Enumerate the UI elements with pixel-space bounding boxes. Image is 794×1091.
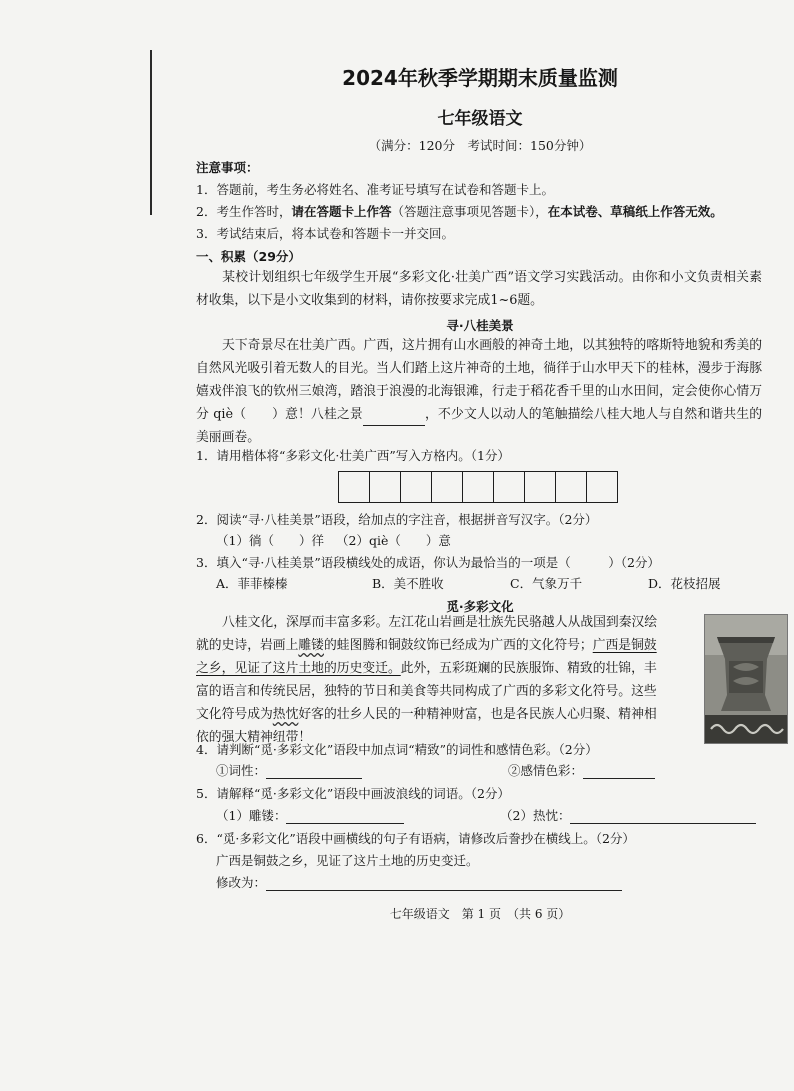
score-info: （满分：120分 考试时间：150分钟） — [368, 138, 592, 153]
page-subtitle: 七年级语文 — [437, 109, 523, 129]
pos-answer-line[interactable] — [266, 778, 362, 779]
question-2-b: （2）qiè（ ）意 — [336, 533, 451, 548]
bronze-drum-photo — [704, 614, 788, 744]
question-5-b: （2）热忱： — [500, 806, 756, 824]
writing-grid[interactable] — [338, 471, 618, 503]
passage2-line-6: 依的强大精神纽带！ — [196, 730, 312, 745]
notice-heading: 注意事项： — [196, 160, 259, 175]
question-4-b: ②感情色彩： — [508, 761, 655, 779]
notice-item-3: 3．考试结束后，将本试卷和答题卡一并交回。 — [196, 226, 454, 241]
question-6-answer: 修改为： — [216, 873, 622, 891]
grid-cell[interactable] — [339, 472, 370, 502]
section-intro: 某校计划组织七年级学生开展“多彩文化·壮美广西”语文学习实践活动。由你和小文负责相关素材收集，以下是小文收集到的材料，请你按要求完成1~6题。 — [196, 270, 762, 308]
passage2-line-4: 富的语言和传统民居，独特的节日和美食等共同构成了广西的多彩文化符号。这些 — [196, 684, 657, 699]
passage2-line-5: 文化符号成为热忱好客的壮乡人民的一种精神财富，也是各民族人心归聚、精神相 — [196, 707, 657, 722]
grid-cell[interactable] — [463, 472, 494, 502]
passage2-line-1: 八桂文化，深厚而丰富多彩。左江花山岩画是壮族先民骆越人从战国到秦汉绘 — [222, 615, 658, 630]
question-4: 4．请判断“觅·多彩文化”语段中加点词“精致”的词性和感情色彩。（2分） — [196, 742, 598, 757]
question-1: 1．请用楷体将“多彩文化·壮美广西”写入方格内。（1分） — [196, 448, 510, 463]
sentiment-answer-line[interactable] — [583, 778, 655, 779]
passage2-title: 觅·多彩文化 — [446, 599, 514, 614]
option-d: D．花枝招展 — [648, 576, 721, 591]
passage2-line-2: 就的史诗，岩画上雕镂的蛙图腾和铜鼓纹饰已经成为广西的文化符号；广西是铜鼓 — [196, 638, 657, 653]
grid-cell[interactable] — [556, 472, 587, 502]
question-3: 3．填入“寻·八桂美景”语段横线处的成语，你认为最恰当的一项是（ ）（2分） — [196, 555, 660, 570]
question-2-a: （1）徜（ ）徉 — [216, 533, 324, 548]
bronze-vessel-image — [705, 615, 787, 743]
idiom-blank[interactable] — [363, 425, 425, 426]
page-footer: 七年级语文 第 1 页 （共 6 页） — [389, 907, 571, 921]
diaolou-answer-line[interactable] — [286, 823, 404, 824]
option-a: A．菲菲榛榛 — [216, 576, 288, 591]
notice-item-2: 2．考生作答时，请在答题卡上作答（答题注意事项见答题卡），在本试卷、草稿纸上作答无效。 — [196, 204, 723, 219]
passage2-line-3: 之乡，见证了这片土地的历史变迁。此外，五彩斑斓的民族服饰、精致的壮锦，丰 — [196, 661, 657, 676]
grid-cell[interactable] — [525, 472, 556, 502]
grid-cell[interactable] — [494, 472, 525, 502]
grid-cell[interactable] — [587, 472, 617, 502]
revision-answer-line[interactable] — [266, 890, 622, 891]
rechen-answer-line[interactable] — [570, 823, 756, 824]
option-c: C．气象万千 — [510, 576, 583, 591]
passage1-body: 天下奇景尽在壮美广西。广西，这片拥有山水画般的神奇土地，以其独特的喀斯特地貌和秀美的自然风光吸引着无数人的目光。当人们踏上这片神奇的土地，徜徉于山水甲天下的桂林，漫步于海豚嬉戏伴浪飞的钦州三娘湾，踏浪于浪漫的北海银滩，行走于稻花香千里的山水田间，定会使你心情万分 qiè（ ）意！八桂之景 ，不少文人以动人的笔触描绘八桂大地人与自然和谐共生的美丽画卷。 — [196, 338, 762, 445]
section-heading: 一、积累（29分） — [196, 249, 301, 264]
page-title: 2024年秋季学期期末质量监测 — [342, 66, 618, 90]
question-6: 6．“觅·多彩文化”语段中画横线的句子有语病，请修改后誊抄在横线上。（2分） — [196, 831, 635, 846]
question-4-a: ①词性： — [216, 761, 362, 779]
question-5: 5．请解释“觅·多彩文化”语段中画波浪线的词语。（2分） — [196, 786, 510, 801]
passage1-title: 寻·八桂美景 — [446, 318, 514, 333]
question-5-a: （1）雕镂： — [216, 806, 404, 824]
notice-item-1: 1．答题前，考生务必将姓名、准考证号填写在试卷和答题卡上。 — [196, 182, 554, 197]
grid-cell[interactable] — [370, 472, 401, 502]
option-b: B．美不胜收 — [372, 576, 444, 591]
grid-cell[interactable] — [401, 472, 432, 502]
question-6-sentence: 广西是铜鼓之乡，见证了这片土地的历史变迁。 — [216, 853, 479, 868]
grid-cell[interactable] — [432, 472, 463, 502]
question-2: 2．阅读“寻·八桂美景”语段，给加点的字注音，根据拼音写汉字。（2分） — [196, 512, 598, 527]
